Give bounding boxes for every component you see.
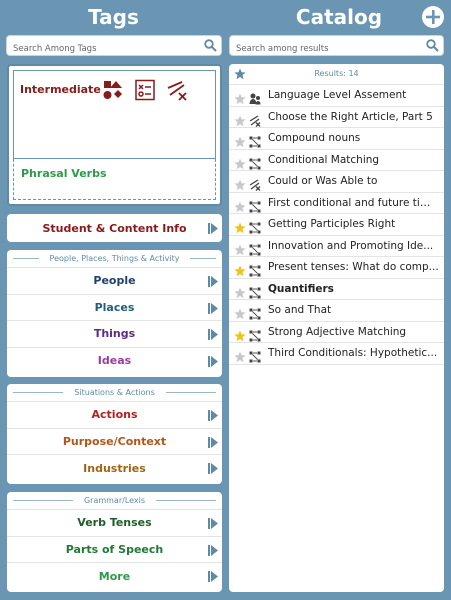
tag-label: Purpose/Context xyxy=(62,434,167,448)
catalog-item[interactable] xyxy=(229,257,444,279)
tag-row-parts-of-speech[interactable] xyxy=(7,537,222,564)
catalog-item[interactable] xyxy=(229,214,444,236)
people-items-list xyxy=(7,268,222,374)
grammar-lexis-group xyxy=(7,492,222,592)
catalog-item[interactable] xyxy=(229,150,444,172)
expand-arrow-icon[interactable] xyxy=(208,223,218,234)
catalog-item[interactable] xyxy=(229,128,444,150)
group-title-people: People, Places, Things & Activity xyxy=(7,250,222,268)
tag-label: Actions xyxy=(91,408,138,422)
search-catalog-input[interactable] xyxy=(230,40,443,59)
tag-label: Industries xyxy=(83,461,146,475)
search-tags-field[interactable] xyxy=(6,35,222,56)
expand-arrow-icon[interactable] xyxy=(208,545,218,559)
catalog-panel xyxy=(229,64,444,592)
catalog-item-title: Getting Participles Right xyxy=(268,218,396,230)
tag-row-verb-tenses[interactable] xyxy=(7,510,222,537)
student-content-label: Student & Content Info xyxy=(42,221,187,235)
catalog-item[interactable] xyxy=(229,85,444,107)
level-icon-group xyxy=(102,79,188,101)
grammar-items-list xyxy=(7,510,222,590)
catalog-item-title: Language Level Assement xyxy=(268,89,407,101)
catalog-item-title: Quantifiers xyxy=(268,282,334,295)
expand-arrow-icon[interactable] xyxy=(208,329,218,343)
catalog-item-title: Innovation and Promoting Ide... xyxy=(268,239,434,252)
results-header xyxy=(229,64,444,85)
catalog-item-title: Conditional Matching xyxy=(268,153,380,166)
tag-row-places[interactable] xyxy=(7,295,222,322)
situations-actions-group xyxy=(7,384,222,484)
tag-row-more[interactable] xyxy=(7,563,222,590)
expand-arrow-icon[interactable] xyxy=(208,410,218,424)
selected-topic-area xyxy=(13,159,216,200)
catalog-item-title: Strong Adjective Matching xyxy=(268,325,407,338)
checklist-icon[interactable] xyxy=(134,79,156,101)
tag-label: Ideas xyxy=(97,354,132,368)
expand-arrow-icon[interactable] xyxy=(208,571,218,585)
catalog-title: Catalog xyxy=(295,5,383,29)
catalog-item[interactable] xyxy=(229,171,444,193)
expand-arrow-icon[interactable] xyxy=(208,356,218,370)
expand-arrow-icon[interactable] xyxy=(208,303,218,317)
search-icon[interactable] xyxy=(426,39,439,52)
catalog-item[interactable] xyxy=(229,300,444,322)
expand-arrow-icon[interactable] xyxy=(208,437,218,451)
tag-row-actions[interactable] xyxy=(7,402,222,429)
catalog-list xyxy=(229,85,444,365)
expand-arrow-icon[interactable] xyxy=(208,518,218,532)
catalog-item-title: So and That xyxy=(268,304,332,316)
expand-arrow-icon[interactable] xyxy=(208,463,218,477)
student-content-row[interactable] xyxy=(7,214,222,242)
search-icon[interactable] xyxy=(204,39,217,52)
selected-level-tag[interactable]: Intermediate xyxy=(20,83,101,96)
group-title-situations: Situations & Actions xyxy=(7,384,222,402)
results-count: Results: 14 xyxy=(314,69,359,78)
tag-row-things[interactable] xyxy=(7,321,222,348)
tag-row-industries[interactable] xyxy=(7,455,222,482)
tags-title: Tags xyxy=(88,5,139,29)
tag-label: More xyxy=(98,569,131,583)
tag-label: Places xyxy=(94,300,135,314)
expand-arrow-icon[interactable] xyxy=(208,276,218,290)
catalog-item[interactable] xyxy=(229,343,444,365)
student-content-panel xyxy=(7,214,222,242)
plus-icon xyxy=(422,6,444,28)
selected-topic-tag[interactable]: Phrasal Verbs xyxy=(21,167,107,180)
catalog-item-title: Compound nouns xyxy=(268,132,361,144)
catalog-item[interactable] xyxy=(229,322,444,344)
tag-row-purpose-context[interactable] xyxy=(7,429,222,456)
tag-label: Verb Tenses xyxy=(77,516,152,530)
people-places-group xyxy=(7,250,222,377)
group-title-grammar: Grammar/Lexis xyxy=(7,492,222,510)
catalog-item[interactable] xyxy=(229,107,444,129)
tag-row-people[interactable] xyxy=(7,268,222,295)
search-catalog-field[interactable] xyxy=(229,35,444,56)
strike-x-icon[interactable] xyxy=(166,79,188,101)
situations-items-list xyxy=(7,402,222,482)
shapes-icon[interactable] xyxy=(102,79,124,101)
tag-row-ideas[interactable] xyxy=(7,348,222,375)
catalog-item-title: Present tenses: What do comp... xyxy=(268,261,439,273)
catalog-item[interactable] xyxy=(229,236,444,258)
catalog-item-title: Could or Was Able to xyxy=(268,175,378,187)
selected-tags-panel xyxy=(7,64,222,206)
tag-label: Things xyxy=(93,327,136,341)
tag-label: People xyxy=(93,274,136,288)
catalog-item-title: Third Conditionals: Hypothetic... xyxy=(268,347,438,359)
catalog-item[interactable] xyxy=(229,279,444,301)
star-empty-icon[interactable] xyxy=(234,348,246,367)
catalog-item-title: First conditional and future tim... xyxy=(268,196,440,209)
search-tags-input[interactable] xyxy=(7,40,221,59)
selected-level-area xyxy=(13,70,216,159)
add-button[interactable] xyxy=(422,6,444,28)
catalog-item-title: Choose the Right Article, Part 5 xyxy=(268,110,433,123)
matching-icon xyxy=(249,348,261,367)
catalog-item[interactable] xyxy=(229,193,444,215)
tag-label: Parts of Speech xyxy=(65,542,164,556)
